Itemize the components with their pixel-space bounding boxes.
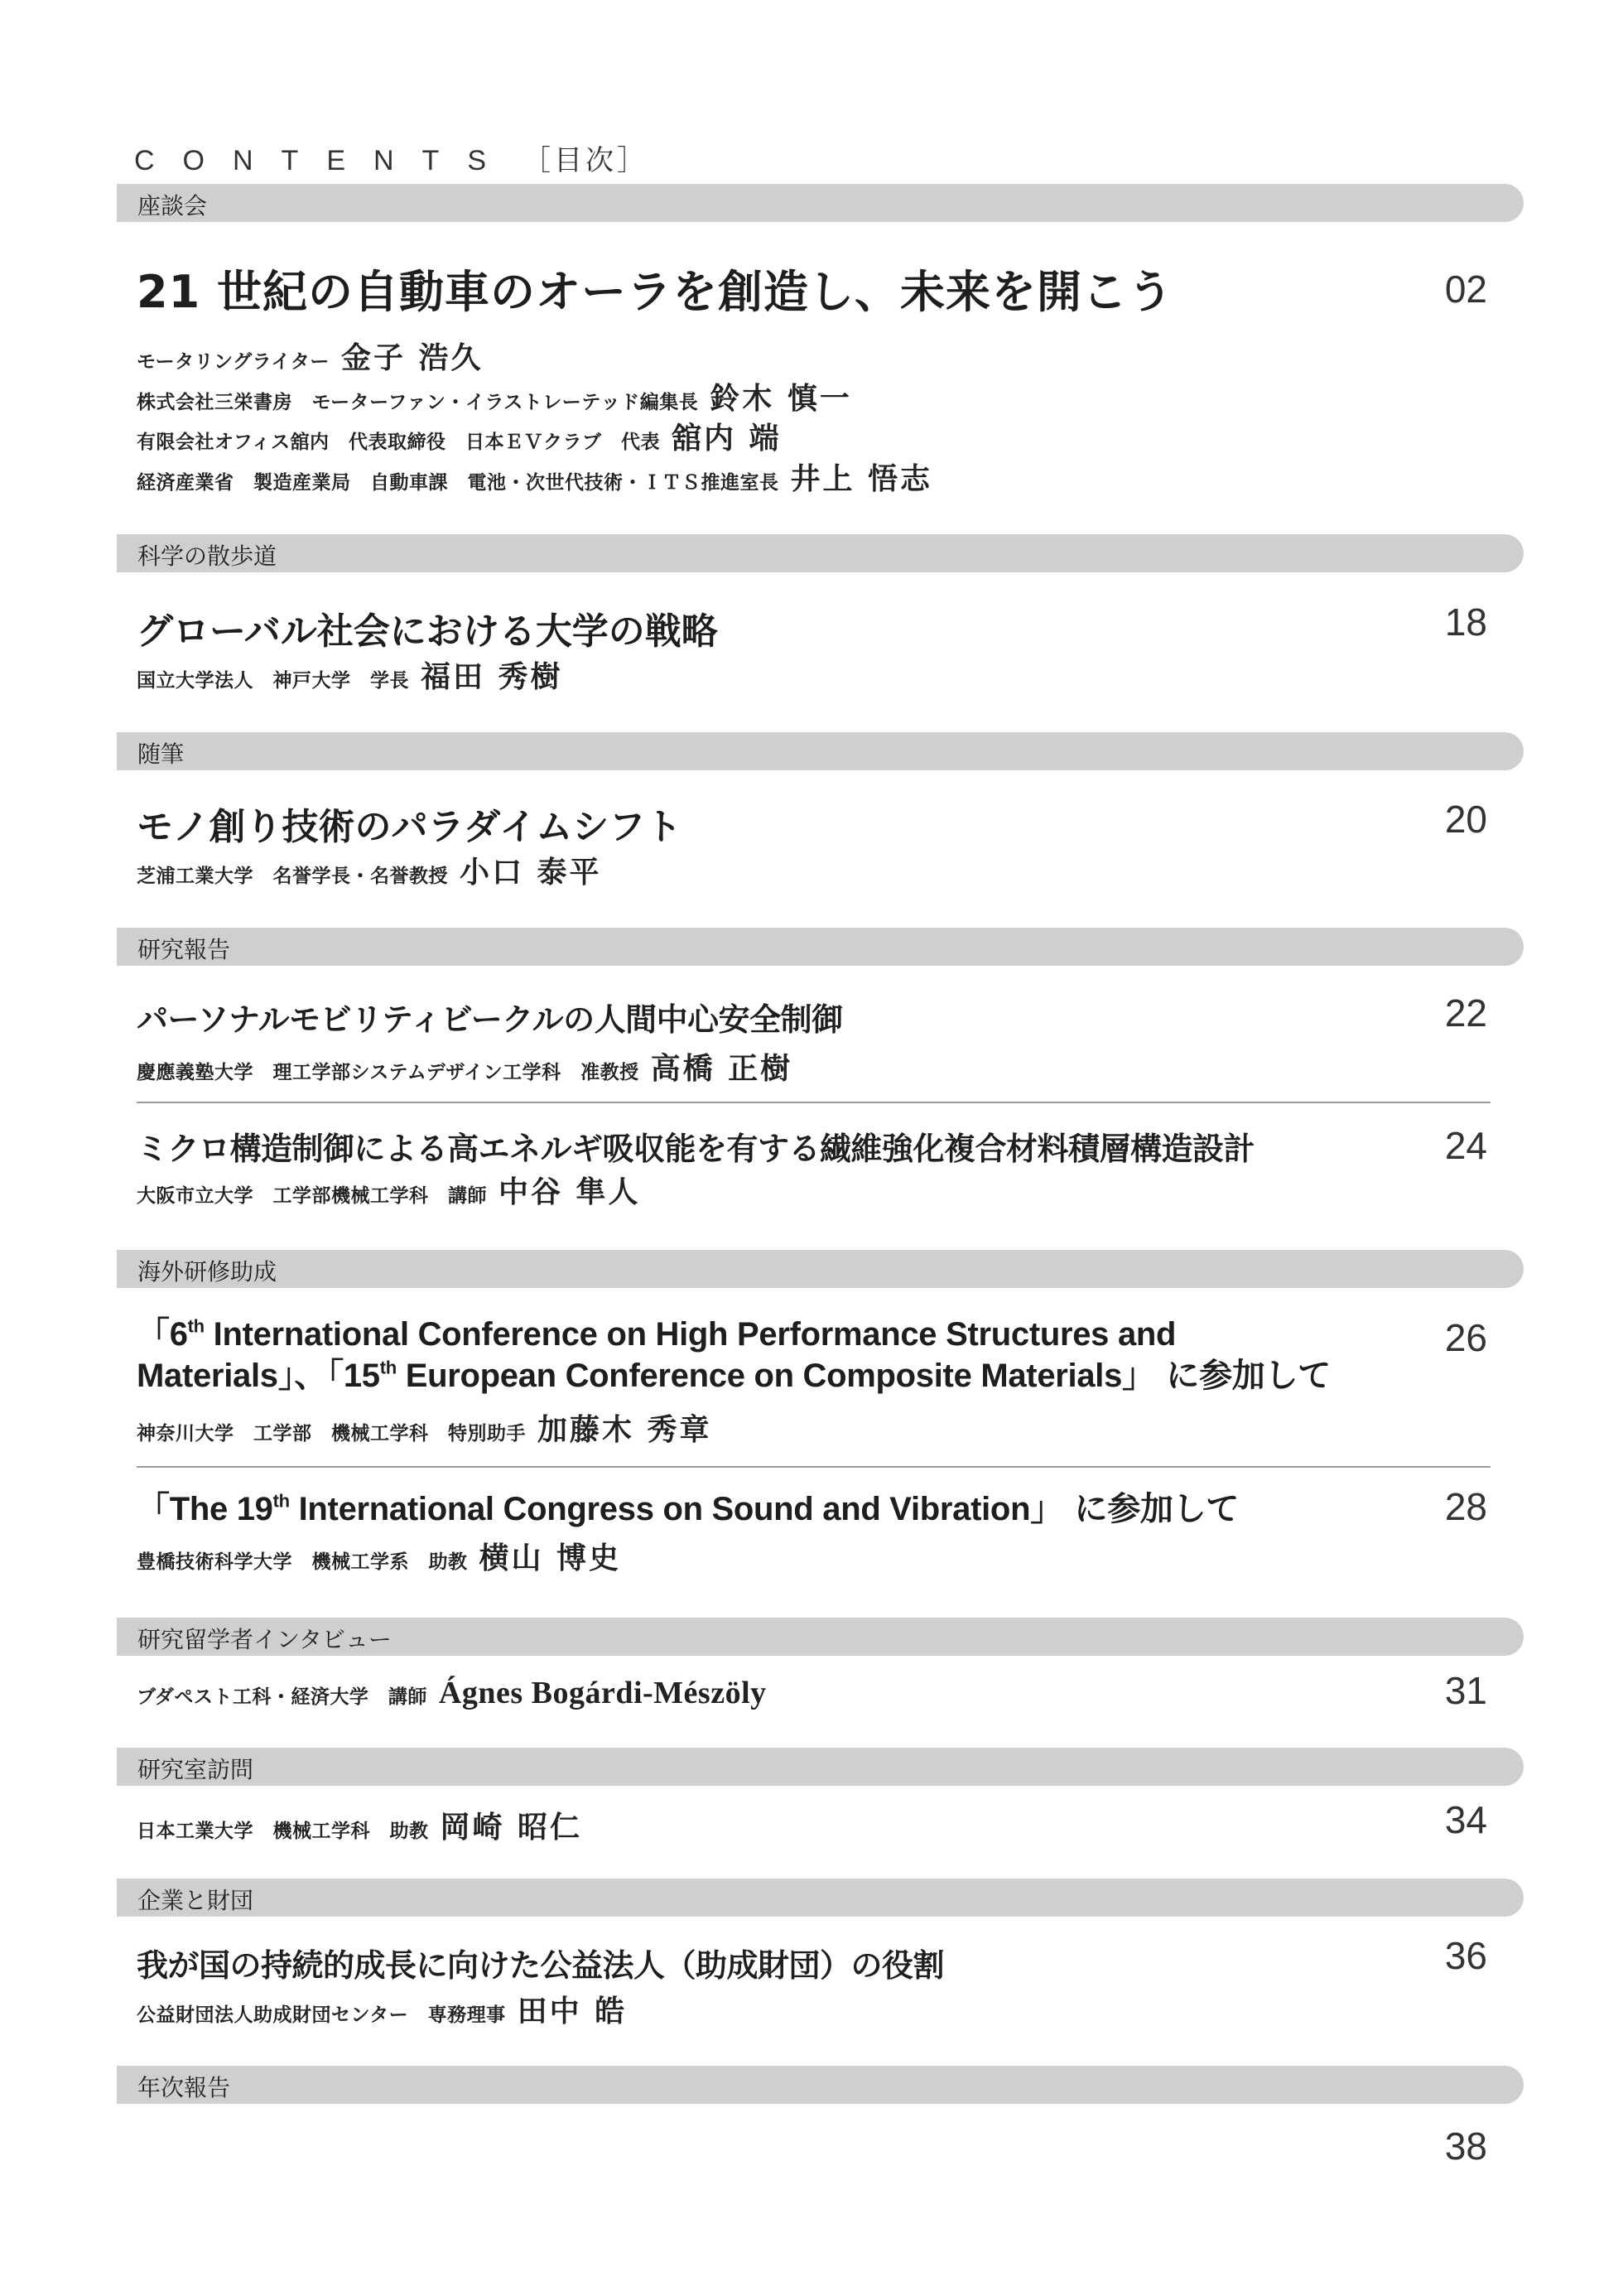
author-line [137,1535,621,1577]
author-affiliation: 経済産業省 製造産業局 自動車課 電池・次世代技術・ＩＴＳ推進室長 [137,471,779,494]
page-number[interactable]: 24 [1444,1124,1487,1167]
article-title[interactable]: 21 世紀の自動車のオーラを創造し、未来を開こう [137,266,1173,318]
author-name: 中谷 隼人 [498,1175,641,1209]
author-affiliation: 株式会社三栄書房 モーターファン・イラストレーテッド編集長 [137,391,699,413]
page-number[interactable]: 34 [1444,1798,1487,1841]
section-bar-overseas-grant [117,1250,1524,1288]
section-label: 海外研修助成 [137,1258,277,1285]
page-number[interactable]: 22 [1444,991,1487,1035]
section-label: 座談会 [137,192,208,219]
author-affiliation: 日本工業大学 機械工学科 助教 [137,1820,429,1842]
section-bar-company-foundation [117,1879,1524,1917]
article-title[interactable]: モノ創り技術のパラダイムシフト [137,806,682,848]
section-bar-annual-report [117,2066,1524,2104]
section-bar-roundtable [117,184,1524,222]
title-text: International Conference on High Performance Structures and [204,1316,1177,1353]
contents-header [134,137,648,178]
author-name: 高橋 正樹 [650,1051,793,1086]
page-number[interactable]: 36 [1444,1934,1487,1977]
article-title[interactable]: 我が国の持続的成長に向けた公益法人（助成財団）の役割 [137,1947,945,1984]
title-line [137,1355,1331,1396]
page-number[interactable]: 26 [1444,1316,1487,1359]
author-line [137,375,852,417]
author-name: 田中 皓 [517,1994,628,2028]
contents-heading-jp: ［目次］ [523,144,648,177]
author-line [137,1675,767,1711]
divider [137,1466,1491,1468]
author-affiliation: 芝浦工業大学 名誉学長・名誉教授 [137,865,448,887]
article-title[interactable] [137,1488,1239,1530]
author-name: 加藤木 秀章 [537,1412,712,1447]
page-number[interactable]: 02 [1444,268,1487,311]
title-superscript: th [379,1357,397,1378]
author-name: 小口 泰平 [460,855,602,890]
author-name: 横山 博史 [479,1541,622,1575]
author-line [137,1988,627,2030]
section-bar-essay [117,732,1524,770]
author-affiliation: 神奈川大学 工学部 機械工学科 特別助手 [137,1422,526,1445]
author-line [137,1045,792,1088]
section-label: 研究室訪問 [137,1756,254,1783]
title-line [137,1314,1331,1355]
author-name: 井上 悟志 [790,461,933,496]
section-label: 研究留学者インタビュー [137,1626,392,1653]
page-number[interactable]: 38 [1444,2125,1487,2168]
title-line [137,1488,1239,1530]
author-affiliation: 国立大学法人 神戸大学 学長 [137,669,409,692]
divider [137,1102,1491,1103]
article-title[interactable]: パーソナルモビリティビークルの人間中心安全制御 [137,1001,843,1038]
title-text: 「6 [137,1316,188,1353]
author-line [137,335,483,377]
section-label: 研究報告 [137,936,231,963]
author-line [137,849,602,891]
title-text: に参加して [1154,1357,1331,1395]
section-bar-interview [117,1618,1524,1656]
article-title[interactable] [137,1314,1331,1396]
author-line [137,654,563,696]
author-affiliation: 豊橋技術科学大学 機械工学系 助教 [137,1551,468,1573]
section-label: 随筆 [137,740,185,768]
contents-heading-latin: CONTENTS [134,145,514,176]
title-superscript: th [272,1490,290,1512]
author-name: 岡崎 昭仁 [440,1810,583,1845]
author-line [137,1169,641,1211]
author-affiliation: 公益財団法人助成財団センター 専務理事 [137,2004,506,2026]
author-affiliation: ブダペスト工科・経済大学 講師 [137,1686,427,1708]
section-bar-lab-visit [117,1748,1524,1786]
page-number[interactable]: 31 [1444,1669,1487,1712]
title-text: European Conference on Composite Materials」 [396,1358,1155,1394]
page-number[interactable]: 20 [1444,798,1487,841]
article-title[interactable]: ミクロ構造制御による高エネルギ吸収能を有する繊維強化複合材料積層構造設計 [137,1131,1255,1167]
section-bar-research-report [117,928,1524,966]
author-line [137,1406,712,1449]
author-affiliation: 大阪市立大学 工学部機械工学科 講師 [137,1184,487,1207]
title-text: に参加して [1062,1490,1240,1528]
section-label: 年次報告 [137,2074,231,2101]
title-text: 「The 19 [137,1491,273,1527]
author-line [137,1804,582,1846]
title-superscript: th [187,1315,205,1337]
page-number[interactable]: 28 [1444,1485,1487,1528]
title-text: International Congress on Sound and Vibration」 [289,1491,1063,1527]
author-affiliation: 有限会社オフィス舘内 代表取締役 日本ＥＶクラブ 代表 [137,431,660,453]
article-title[interactable]: グローバル社会における大学の戦略 [137,610,718,653]
author-name: 金子 浩久 [340,340,484,375]
section-label: 企業と財団 [137,1887,254,1914]
author-name: 舘内 端 [671,421,782,456]
author-affiliation: 慶應義塾大学 理工学部システムデザイン工学科 准教授 [137,1061,639,1083]
title-text: Materials」、「15 [137,1358,380,1394]
page-number[interactable]: 18 [1444,601,1487,644]
author-line [137,415,782,457]
author-line [137,456,932,498]
author-affiliation: モータリングライター [137,350,330,373]
author-name: 鈴木 慎一 [710,381,852,416]
section-bar-science-walk [117,534,1524,572]
author-name: 福田 秀樹 [421,659,563,694]
author-name: Ágnes Bogárdi-Mészöly [438,1676,767,1710]
section-label: 科学の散歩道 [137,543,277,570]
